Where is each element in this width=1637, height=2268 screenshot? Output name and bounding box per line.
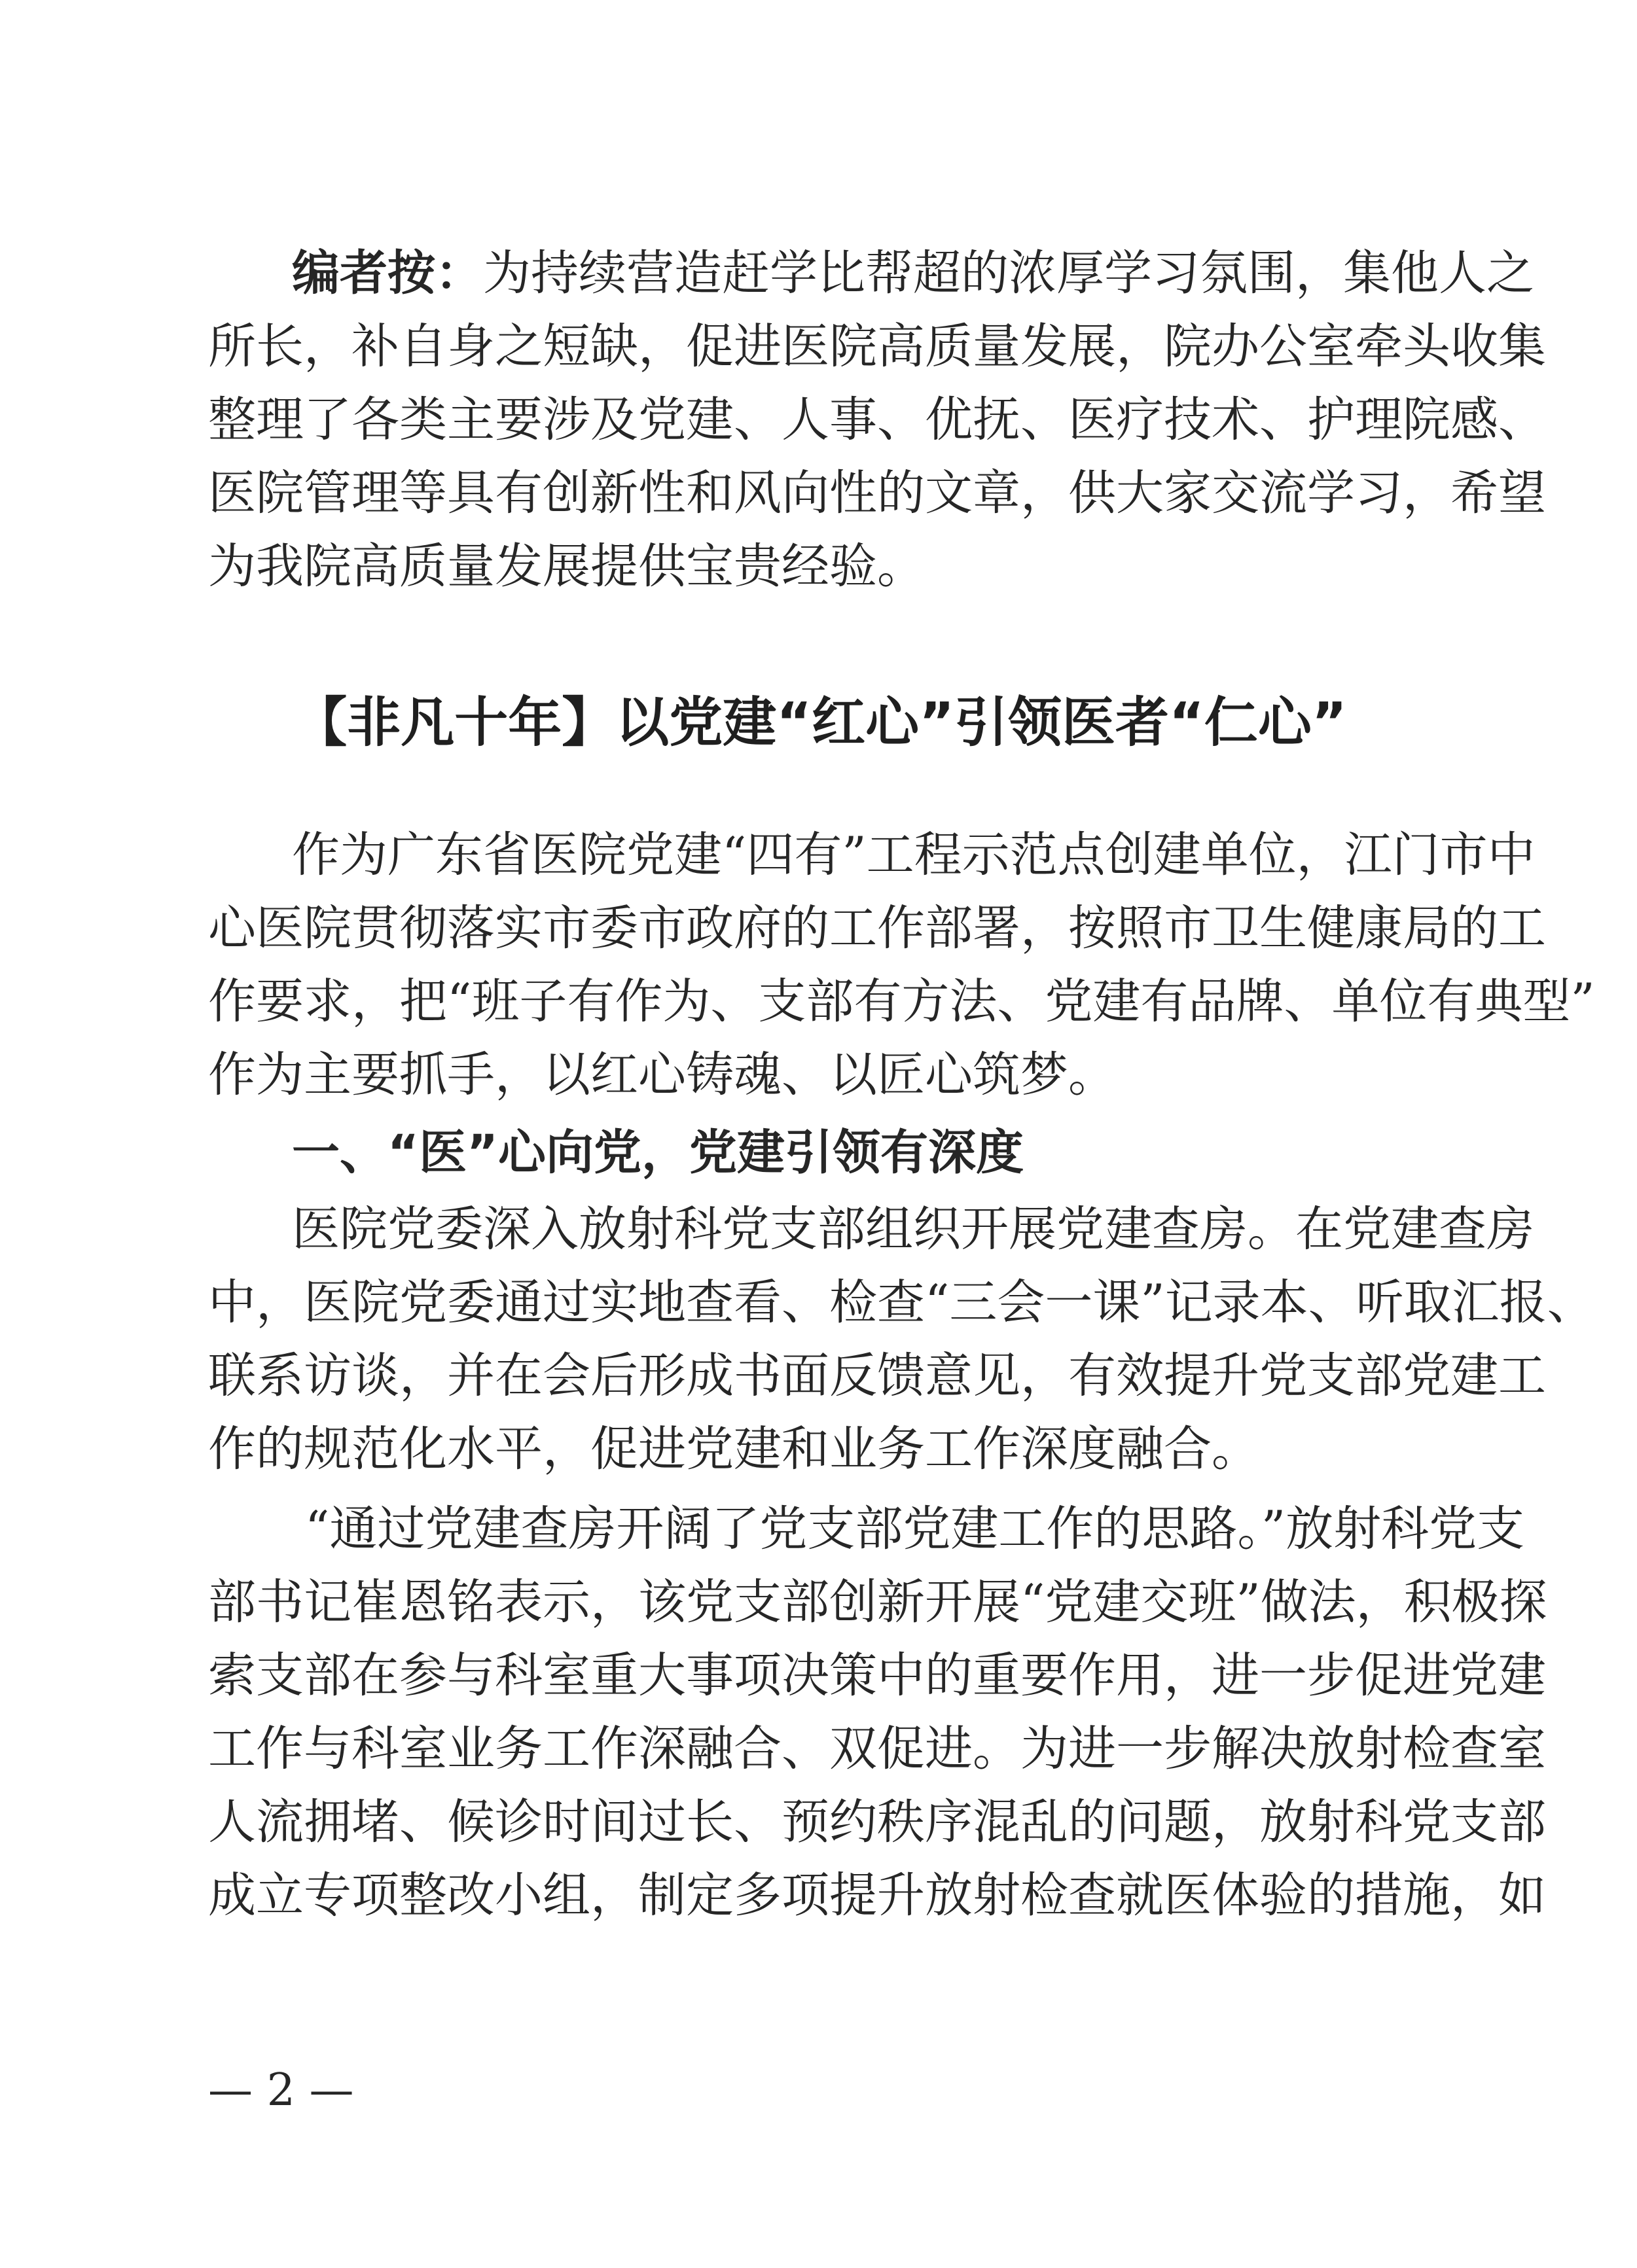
section-1-para-2-line-5: 人流拥堵、候诊时间过长、预约秩序混乱的问题，放射科党支部 (208, 1794, 1546, 1850)
section-1-para-2-line-2: 部书记崔恩铭表示，该党支部创新开展“党建交班”做法，积极探 (208, 1574, 1547, 1630)
intro-line-3: 作要求，把“班子有作为、支部有方法、党建有品牌、单位有典型” (208, 974, 1595, 1029)
editor-note-line-3: 整理了各类主要涉及党建、人事、优抚、医疗技术、护理院感、 (208, 392, 1546, 448)
section-1-heading: 一、“医”心向党，党建引领有深度 (292, 1125, 1024, 1180)
section-1-para-1-line-2: 中，医院党委通过实地查看、检查“三会一课”记录本、听取汇报、 (208, 1275, 1595, 1330)
intro-line-2: 心医院贯彻落实市委市政府的工作部署，按照市卫生健康局的工 (208, 900, 1546, 956)
section-1-para-1-line-4: 作的规范化水平，促进党建和业务工作深度融合。 (208, 1421, 1259, 1477)
section-1-para-2-line-1: “通过党建查房开阔了党支部党建工作的思路。”放射科党支 (305, 1501, 1525, 1557)
intro-line-1: 作为广东省医院党建“四有”工程示范点创建单位，江门市中 (292, 827, 1536, 883)
editor-note-line-1 (292, 238, 1534, 310)
page-number: — 2 — (208, 2064, 354, 2116)
editor-note-line-5: 为我院高质量发展提供宝贵经验。 (208, 539, 925, 594)
article-title: 【非凡十年】以党建“红心”引领医者“仁心” (293, 692, 1347, 754)
editor-note-text: 为持续营造赶学比帮超的浓厚学习氛围，集他人之 (483, 245, 1534, 301)
section-1-para-2-line-3: 索支部在参与科室重大事项决策中的重要作用，进一步促进党建 (208, 1648, 1546, 1703)
editor-note-line-2: 所长，补自身之短缺，促进医院高质量发展，院办公室牵头收集 (208, 319, 1546, 374)
section-1-para-2-line-6: 成立专项整改小组，制定多项提升放射检查就医体验的措施，如 (208, 1868, 1546, 1923)
section-1-para-2-line-4: 工作与科室业务工作深融合、双促进。为进一步解决放射检查室 (208, 1721, 1546, 1777)
section-1-para-1-line-1: 医院党委深入放射科党支部组织开展党建查房。在党建查房 (292, 1201, 1534, 1257)
section-1-para-1-line-3: 联系访谈，并在会后形成书面反馈意见，有效提升党支部党建工 (208, 1348, 1546, 1404)
editor-note-label: 编者按： (292, 245, 483, 301)
editor-note-line-4: 医院管理等具有创新性和风向性的文章，供大家交流学习，希望 (208, 465, 1546, 521)
intro-line-4: 作为主要抓手，以红心铸魂、以匠心筑梦。 (208, 1047, 1116, 1103)
